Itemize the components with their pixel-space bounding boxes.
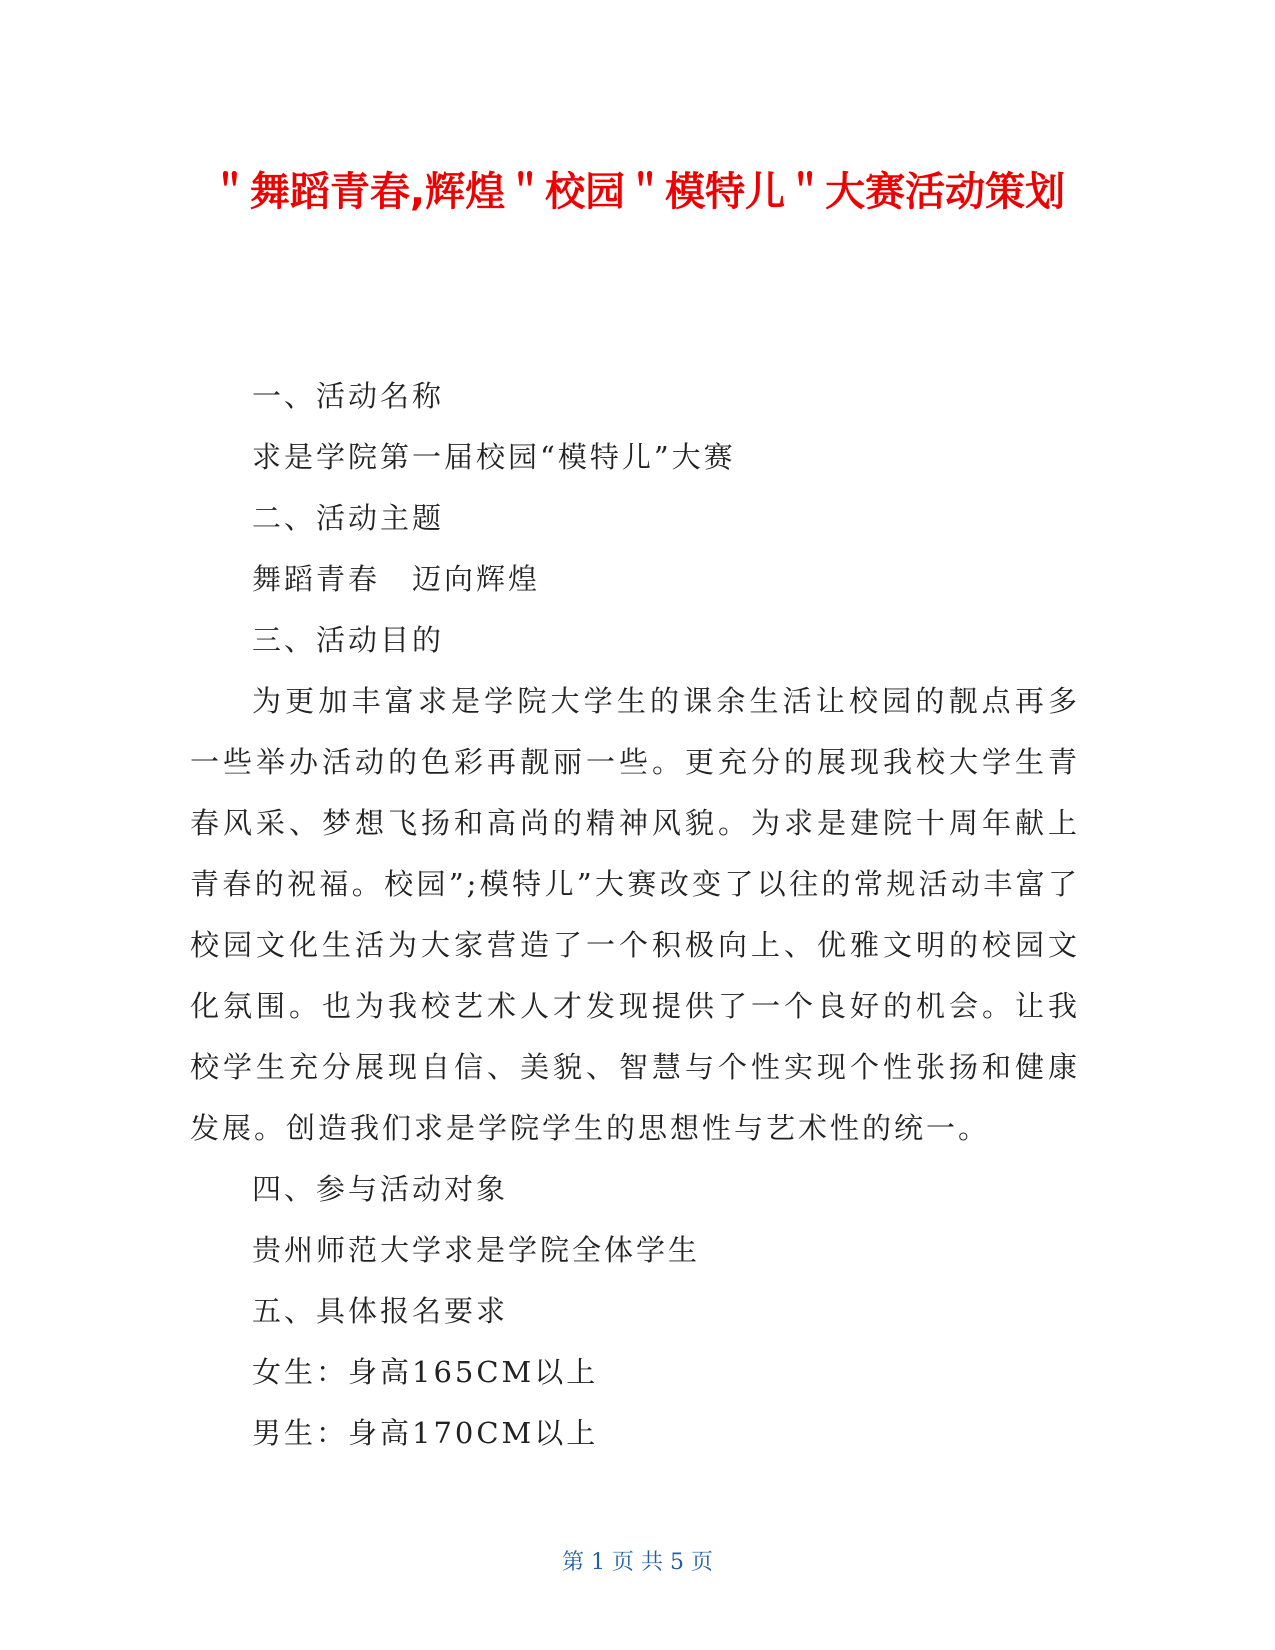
section-2-heading: 二、活动主题 [252,501,445,535]
section-1-content: 求是学院第一届校园“模特儿”大赛 [252,440,736,474]
document-body [190,366,1080,1464]
section-1-heading: 一、活动名称 [252,379,445,413]
section-3-heading: 三、活动目的 [252,623,445,657]
document-title: ＂舞蹈青春,辉煌＂校园＂模特儿＂大赛活动策划 [209,169,1066,215]
section-3-paragraph: 为更加丰富求是学院大学生的课余生活让校园的靓点再多一些举办活动的色彩再靓丽一些。更充分的展现我校大学生青春风采、梦想飞扬和高尚的精神风貌。为求是建院十周年献上青春的祝福。校园”;模特儿”大赛改变了以往的常规活动丰富了校园文化生活为大家营造了一个积极向上、优雅文明的校园文化氛围。也为我校艺术人才发现提供了一个良好的机会。让我校学生充分展现自信、美貌、智慧与个性实现个性张扬和健康发展。创造我们求是学院学生的思想性与艺术性的统一。 [190,684,1080,1145]
section-4-content: 贵州师范大学求是学院全体学生 [252,1233,701,1267]
section-5-female-requirement: 女生：身高165CM以上 [252,1355,599,1389]
section-4-heading: 四、参与活动对象 [252,1172,509,1206]
page-footer [0,1545,1275,1576]
section-2-content: 舞蹈青春 迈向辉煌 [252,562,541,596]
section-5-heading: 五、具体报名要求 [252,1294,509,1328]
page-number-label: 第 1 页 共 5 页 [562,1550,713,1575]
section-5-male-requirement: 男生：身高170CM以上 [252,1416,599,1450]
